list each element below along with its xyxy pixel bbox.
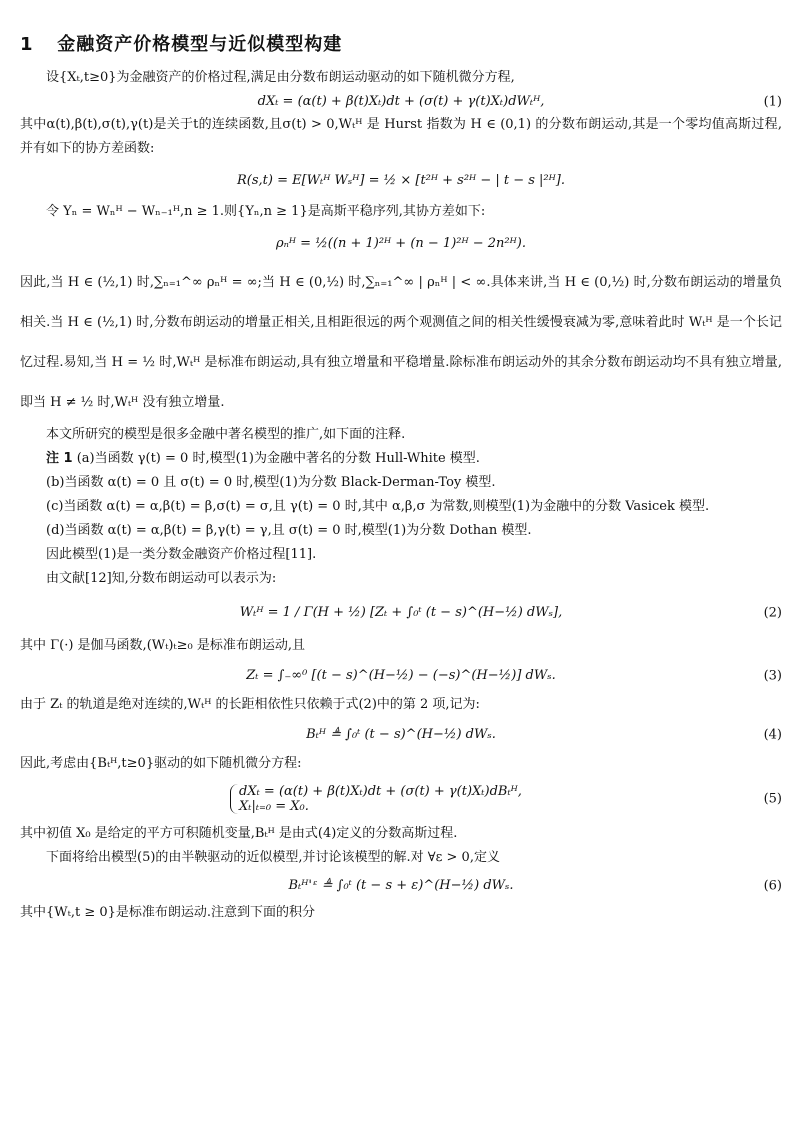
equation-5-number: (5) — [763, 791, 782, 807]
equation-4-number: (4) — [763, 727, 782, 742]
paragraph-representation: 由文献[12]知,分数布朗运动可以表示为: — [46, 571, 277, 586]
note-a-text: (a)当函数 γ(t) = 0 时,模型(1)为金融中著名的分数 Hull-White 模型. — [76, 451, 480, 466]
equation-6 — [20, 878, 782, 893]
equation-2-body: Wₜᴴ = 1 / Γ(H + ½) [Zₜ + ∫₀ᵗ (t − s)^(H−½) dWₛ], — [239, 605, 563, 620]
paragraph-increments: 令 Yₙ = Wₙᴴ − Wₙ₋₁ᴴ,n ≥ 1.则{Yₙ,n ≥ 1}是高斯平稳序列,其协方差如下: — [46, 204, 486, 219]
paragraph-approx-model: 下面将给出模型(5)的由半鞅驱动的近似模型,并讨论该模型的解.对 ∀ε > 0,定义 — [46, 850, 500, 865]
equation-covariance-body: R(s,t) = E[Wₜᴴ Wₛᴴ] = ½ × [t²ᴴ + s²ᴴ − | t − s |²ᴴ]. — [236, 173, 565, 188]
note-c: (c)当函数 α(t) = α,β(t) = β,σ(t) = σ,且 γ(t) = 0 时,其中 α,β,σ 为常数,则模型(1)为金融中的分数 Vasicek 模型. — [46, 499, 710, 514]
equation-2 — [20, 605, 782, 620]
paragraph-sde-b: 因此,考虑由{Bₜᴴ,t≥0}驱动的如下随机微分方程: — [20, 756, 302, 771]
note-b: (b)当函数 α(t) = 0 且 σ(t) = 0 时,模型(1)为分数 Black-Derman-Toy 模型. — [46, 475, 496, 490]
section-number: 1 — [20, 34, 34, 55]
equation-2-number: (2) — [763, 605, 782, 620]
note-a — [20, 447, 782, 471]
paragraph-integral: 其中{Wₜ,t ≥ 0}是标准布朗运动.注意到下面的积分 — [20, 905, 316, 920]
equation-5-system — [230, 784, 782, 814]
equation-5-line-2: Xₜ|ₜ₌₀ = X₀. — [239, 799, 309, 814]
equation-1-number: (1) — [763, 94, 782, 109]
note-d: (d)当函数 α(t) = α,β(t) = β,γ(t) = γ,且 σ(t) = 0 时,模型(1)为分数 Dothan 模型. — [46, 523, 532, 538]
equation-1 — [20, 94, 782, 109]
paragraph-model-class: 因此模型(1)是一类分数金融资产价格过程[11]. — [46, 547, 317, 562]
paragraph-intro: 设{Xₜ,t≥0}为金融资产的价格过程,满足由分数布朗运动驱动的如下随机微分方程, — [46, 70, 515, 85]
equation-3-body: Zₜ = ∫₋∞⁰ [(t − s)^(H−½) − (−s)^(H−½)] dWₛ. — [246, 668, 556, 683]
note-label: 注 1 — [46, 451, 73, 466]
section-heading — [20, 30, 782, 56]
equation-3-number: (3) — [763, 668, 782, 683]
paragraph-initial-value: 其中初值 X₀ 是给定的平方可积随机变量,Bₜᴴ 是由式(4)定义的分数高斯过程. — [20, 826, 458, 841]
paragraph-generalization: 本文所研究的模型是很多金融中著名模型的推广,如下面的注释. — [46, 427, 406, 442]
paragraph-long-memory: 因此,当 H ∈ (½,1) 时,∑ₙ₌₁^∞ ρₙᴴ = ∞;当 H ∈ (0,½) 时,∑ₙ₌₁^∞ | ρₙᴴ | < ∞.具体来讲,当 H ∈ (0,½) 时,分数布朗运动的增量负相关.当 H ∈ (½,1) 时,分数布朗运动的增量正相关,且相距很远的两个观测值之间的相关性缓慢衰减为零,意味着此时 Wₜᴴ 是一个长记忆过程.易知,当 H = ½ 时,Wₜᴴ 是标准布朗运动,具有独立增量和平稳增量.除标准布朗运动外的其余分数布朗运动均不具有独立增量,即当 H ≠ ½ 时,Wₜᴴ 没有独立增量. — [20, 275, 782, 410]
equation-covariance — [20, 173, 782, 188]
equation-5 — [20, 784, 782, 814]
equation-5-line-1: dXₜ = (α(t) + β(t)Xₜ)dt + (σ(t) + γ(t)Xₜ)dBₜᴴ, — [239, 784, 522, 799]
paper-page — [20, 30, 782, 925]
equation-4 — [20, 727, 782, 742]
paragraph-fbm-definition: 其中α(t),β(t),σ(t),γ(t)是关于t的连续函数,且σ(t) > 0,Wₜᴴ 是 Hurst 指数为 H ∈ (0,1) 的分数布朗运动,其是一个零均值高斯过程,并有如下的协方差函数: — [20, 117, 782, 156]
equation-6-body: Bₜᴴ'ᵋ ≜ ∫₀ᵗ (t − s + ε)^(H−½) dWₛ. — [288, 878, 514, 893]
equation-6-number: (6) — [763, 878, 782, 893]
equation-1-body: dXₜ = (α(t) + β(t)Xₜ)dt + (σ(t) + γ(t)Xₜ)dWₜᴴ, — [257, 94, 545, 109]
equation-4-body: Bₜᴴ ≜ ∫₀ᵗ (t − s)^(H−½) dWₛ. — [306, 727, 496, 742]
paragraph-gamma: 其中 Γ(·) 是伽马函数,(Wₜ)ₜ≥₀ 是标准布朗运动,且 — [20, 638, 305, 653]
equation-3 — [20, 668, 782, 683]
section-title: 金融资产价格模型与近似模型构建 — [57, 34, 343, 55]
paragraph-long-range: 由于 Zₜ 的轨道是绝对连续的,Wₜᴴ 的长距相依性只依赖于式(2)中的第 2 项,记为: — [20, 697, 480, 712]
equation-rho-body: ρₙᴴ = ½((n + 1)²ᴴ + (n − 1)²ᴴ − 2n²ᴴ). — [276, 236, 526, 251]
equation-rho — [20, 236, 782, 251]
